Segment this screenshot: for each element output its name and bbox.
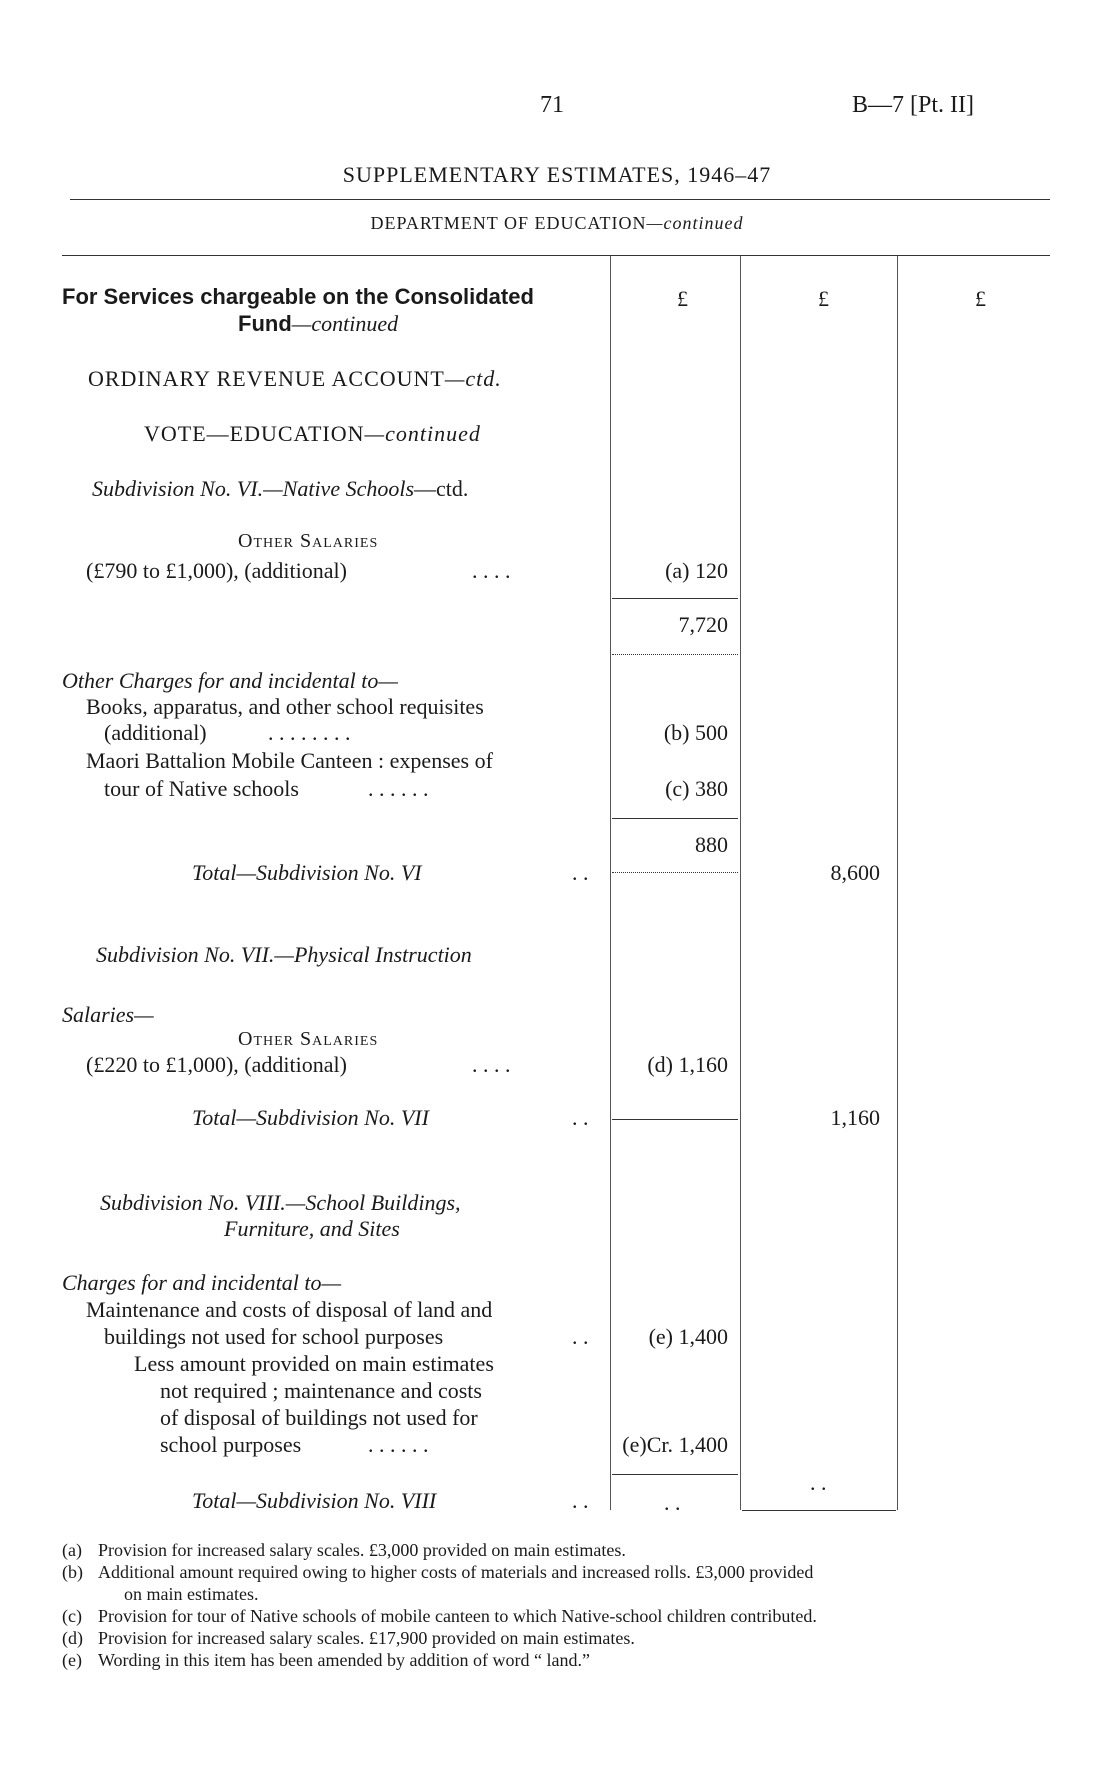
sub6-charges-rule [612,818,738,819]
ordinary-revenue-heading [88,366,502,392]
header-rule [62,255,1050,256]
subdivision-8-title-line-1: Subdivision No. VIII.—School Buildings, [100,1190,461,1215]
subdivision-6-heading [92,476,468,502]
sub6-books-dots: . . . . . . . . [268,720,351,745]
department-continued: —continued [646,213,744,233]
sub6-other-salaries-dots: . . . . [472,558,511,583]
footnote-e-mark: (e) [62,1650,82,1670]
ordinary-revenue-continued: —ctd. [444,366,502,391]
sub8-maintenance-dots: . . [572,1324,589,1349]
sub6-other-salaries-heading: Other Salaries [238,530,379,552]
footnote-a-mark: (a) [62,1540,82,1560]
sub7-total-dots: . . [572,1105,589,1130]
sub8-total-column-3-rule [742,1510,896,1511]
sub7-total-amount: 1,160 [830,1105,880,1130]
sub6-other-salaries-amount: (a) 120 [665,558,728,583]
sub8-less-line-2: not required ; maintenance and costs [160,1378,482,1403]
sub6-books-line-1: Books, apparatus, and other school requisites [86,694,484,719]
vote-continued: —continued [364,421,481,446]
sub8-maintenance-line-2: buildings not used for school purposes [104,1324,444,1349]
sub6-salaries-subtotal: 7,720 [678,612,728,637]
column-rule-1 [610,256,611,1510]
footnote-c-mark: (c) [62,1606,82,1626]
sub6-total-label: Total—Subdivision No. VI [192,860,422,885]
footnote-e-text: Wording in this item has been amended by addition of word “ land.” [98,1650,590,1670]
document-reference: B—7 [Pt. II] [852,92,974,118]
sub8-less-line-3: of disposal of buildings not used for [160,1405,478,1430]
sub6-total-rule [612,872,738,873]
footnote-b-mark: (b) [62,1562,83,1582]
subdivision-6-title: Subdivision No. VI.—Native Schools [92,476,415,501]
column-3-currency: £ [975,286,986,311]
sub6-charges-heading: Other Charges for and incidental to— [62,668,398,693]
sub6-books-line-2: (additional) [104,720,207,745]
footnote-a-text: Provision for increased salary scales. £3,000 provided on main estimates. [98,1540,626,1560]
fund-continued: —continued [291,311,399,336]
sub8-less-dots: . . . . . . [368,1432,429,1457]
sub6-salaries-subtotal-rule [612,654,738,655]
services-heading-fund [238,311,398,337]
sub7-other-salaries-amount: (d) 1,160 [647,1052,728,1077]
subdivision-8-title-line-2: Furniture, and Sites [224,1216,400,1241]
services-heading: For Services chargeable on the Consolidated [62,284,534,309]
column-2-currency: £ [818,286,829,311]
sub8-total-column-3: . . [810,1470,827,1495]
sub7-other-salaries-desc: (£220 to £1,000), (additional) [86,1052,347,1077]
subdivision-6-continued: —ctd. [414,476,469,501]
sub8-less-line-4: school purposes [160,1432,302,1457]
subdivision-7-title: Subdivision No. VII.—Physical Instruction [96,942,472,967]
sub8-less-line-1: Less amount provided on main estimates [134,1351,494,1376]
sub6-books-amount: (b) 500 [663,720,728,745]
ordinary-revenue-label: ORDINARY REVENUE ACCOUNT [88,366,445,391]
sub8-charges-heading: Charges for and incidental to— [62,1270,342,1295]
sub7-other-salaries-dots: . . . . [472,1052,511,1077]
sub7-other-salaries-heading: Other Salaries [238,1028,379,1050]
column-rule-2 [740,256,741,1510]
footnote-d-text: Provision for increased salary scales. £17,900 provided on main estimates. [98,1628,635,1648]
sub6-canteen-amount: (c) 380 [665,776,728,801]
sub8-total-rule [612,1474,738,1475]
sub6-canteen-line-2: tour of Native schools [104,776,299,801]
sub8-less-amount: (e)Cr. 1,400 [622,1432,728,1457]
sub8-maintenance-line-1: Maintenance and costs of disposal of land and [86,1297,493,1322]
page-title: SUPPLEMENTARY ESTIMATES, 1946–47 [342,162,772,187]
department-heading [0,213,1114,234]
footnote-d-mark: (d) [62,1628,83,1648]
sub7-total-rule [612,1119,738,1120]
fund-label: Fund [238,311,292,336]
sub8-total-dots: . . [572,1488,589,1513]
sub7-salaries-heading: Salaries— [62,1002,154,1027]
vote-heading [144,421,481,447]
sub6-canteen-line-1: Maori Battalion Mobile Canteen : expenses of [86,748,493,773]
sub8-total-label: Total—Subdivision No. VIII [192,1488,437,1513]
sub6-salaries-rule [612,598,738,599]
footnote-b-text: Additional amount required owing to higher costs of materials and increased rolls. £3,000 provided [98,1562,814,1582]
sub8-maintenance-amount: (e) 1,400 [648,1324,728,1349]
column-rule-3 [897,256,898,1510]
sub8-total-column-2: . . [664,1490,681,1515]
sub6-charges-subtotal: 880 [695,832,728,857]
sub6-total-amount: 8,600 [830,860,880,885]
page-number: 71 [540,92,564,118]
department-name: DEPARTMENT OF EDUCATION [370,213,647,233]
sub6-total-dots: . . [572,860,589,885]
sub7-total-label: Total—Subdivision No. VII [192,1105,429,1130]
footnote-b-text-continued: on main estimates. [124,1584,259,1604]
title-rule [70,199,1050,200]
sub6-canteen-dots: . . . . . . [368,776,429,801]
column-1-currency: £ [677,286,688,311]
vote-label: VOTE—EDUCATION [144,421,365,446]
sub6-other-salaries-desc: (£790 to £1,000), (additional) [86,558,347,583]
footnote-c-text: Provision for tour of Native schools of mobile canteen to which Native-school children contributed. [98,1606,817,1626]
